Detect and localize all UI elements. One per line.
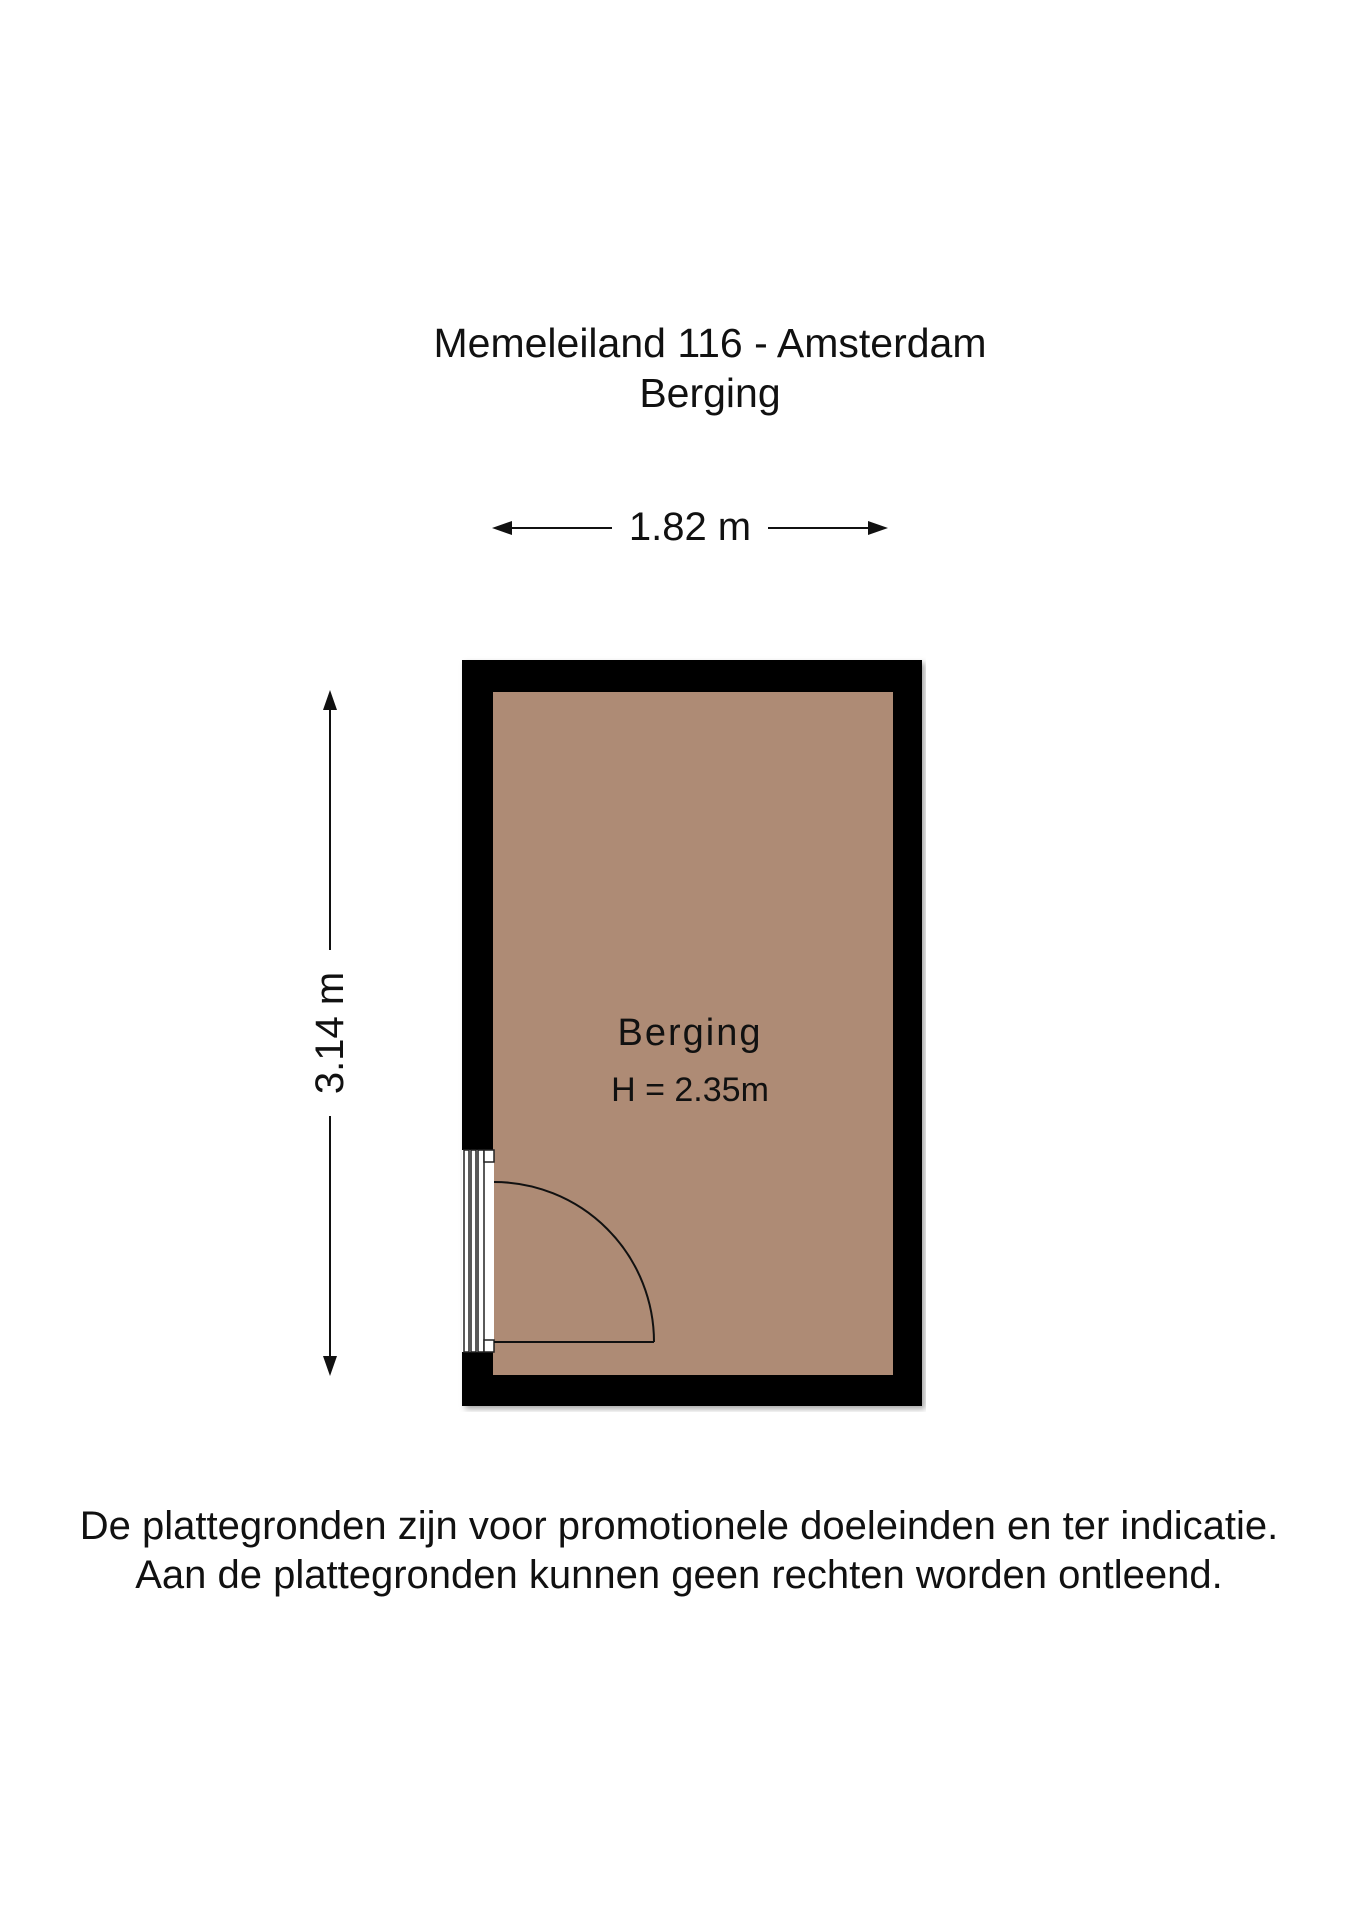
plan-title: [0, 318, 1358, 418]
disclaimer: [0, 1502, 1358, 1600]
depth-dimension: [300, 688, 360, 1378]
door-jamb-bottom: [484, 1340, 494, 1352]
width-label: 1.82 m: [628, 505, 752, 549]
arrow-up-icon: [323, 690, 337, 710]
door-jamb-top: [484, 1150, 494, 1162]
floor-subtitle: Berging: [639, 370, 781, 416]
room-name: Berging: [617, 1012, 763, 1054]
disclaimer-line-1: De plattegronden zijn voor promotionele doeleinden en ter indicatie.: [79, 1504, 1279, 1548]
width-dimension: [490, 500, 890, 556]
room-height: H = 2.35m: [611, 1071, 769, 1109]
depth-label: 3.14 m: [308, 971, 352, 1095]
arrow-down-icon: [323, 1356, 337, 1376]
address-title: Memeleiland 116 - Amsterdam: [433, 320, 987, 366]
disclaimer-line-2: Aan de plattegronden kunnen geen rechten worden ontleend.: [135, 1553, 1223, 1597]
